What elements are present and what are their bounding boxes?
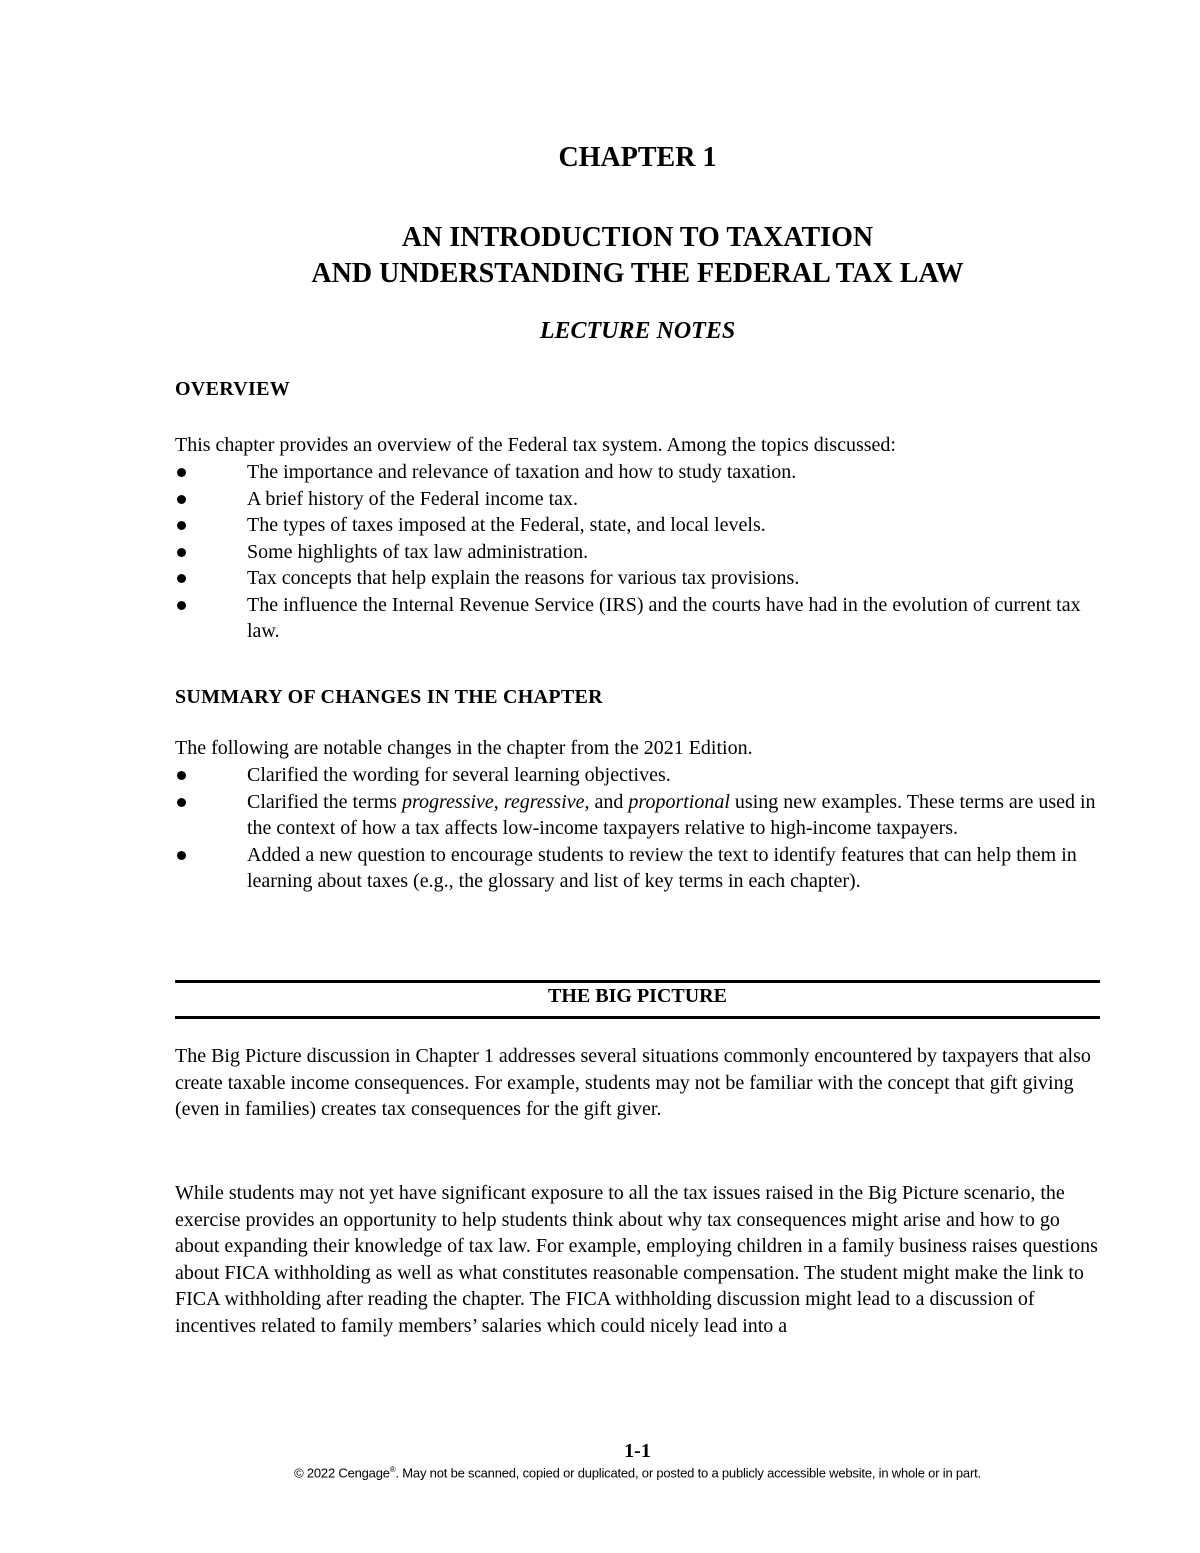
changes-heading: SUMMARY OF CHANGES IN THE CHAPTER [175,686,603,708]
list-item: Clarified the wording for several learning objectives. [175,762,1100,789]
chapter-title [175,220,1100,292]
list-item: Tax concepts that help explain the reasons for various tax provisions. [175,565,1100,592]
term-regressive: regressive [503,790,585,813]
list-item: A brief history of the Federal income tax. [175,486,1100,513]
list-item: Added a new question to encourage students to review the text to identify features that can help them in learning about taxes (e.g., the glossary and list of key terms in each chapter). [175,842,1100,895]
lecture-notes-subtitle: LECTURE NOTES [539,318,736,344]
list-item: The types of taxes imposed at the Federal, state, and local levels. [175,512,1100,539]
changes-intro: The following are notable changes in the chapter from the 2021 Edition. [175,737,753,759]
big-picture-heading: THE BIG PICTURE [548,985,727,1007]
copyright-notice: © 2022 Cengage®. May not be scanned, copied or duplicated, or posted to a publicly accessible website, in whole or in part. [294,1465,981,1481]
big-picture-paragraph-2: While students may not yet have significant exposure to all the tax issues raised in the Big Picture scenario, the exercise provides an opportunity to help students think about why tax consequences might arise and how to go about expanding their knowledge of tax law. For example, employing children in a family business raises questions about FICA withholding as well as what constitutes reasonable compensation. The student might make the link to FICA withholding after reading the chapter. The FICA withholding discussion might lead to a discussion of incentives related to family members’ salaries which could nicely lead into a [175,1182,1098,1337]
page-number: 1-1 [624,1440,651,1462]
list-item: Clarified the terms progressive, regressive, and proportional using new examples. These terms are used in the context of how a tax affects low-income taxpayers relative to high-income taxpayers. [175,789,1100,842]
big-picture-paragraph-1: The Big Picture discussion in Chapter 1 addresses several situations commonly encountered by taxpayers that also create taxable income consequences. For example, students may not be familiar with the concept that gift giving (even in families) creates tax consequences for the gift giver. [175,1045,1091,1120]
term-proportional: proportional [628,790,730,813]
overview-heading: OVERVIEW [175,378,291,400]
bullet-icon [177,601,186,610]
bullet-icon [177,495,186,504]
term-progressive: progressive [401,790,494,813]
list-item: The importance and relevance of taxation and how to study taxation. [175,459,1100,486]
chapter-number: CHAPTER 1 [558,142,717,173]
changes-list [175,762,1100,895]
registered-mark: ® [389,1465,396,1474]
bullet-icon [177,468,186,477]
chapter-title-line-2: AND UNDERSTANDING THE FEDERAL TAX LAW [311,258,964,289]
bottom-divider [175,1016,1100,1019]
top-divider [175,980,1100,983]
bullet-icon [177,548,186,557]
overview-intro: This chapter provides an overview of the Federal tax system. Among the topics discussed: [175,434,896,456]
bullet-icon [177,851,186,860]
bullet-icon [177,798,186,807]
bullet-icon [177,574,186,583]
list-item: The influence the Internal Revenue Service (IRS) and the courts have had in the evolution of current tax law. [175,592,1100,645]
overview-list [175,459,1100,645]
chapter-title-line-1: AN INTRODUCTION TO TAXATION [401,222,874,253]
bullet-icon [177,521,186,530]
list-item: Some highlights of tax law administration. [175,539,1100,566]
bullet-icon [177,771,186,780]
